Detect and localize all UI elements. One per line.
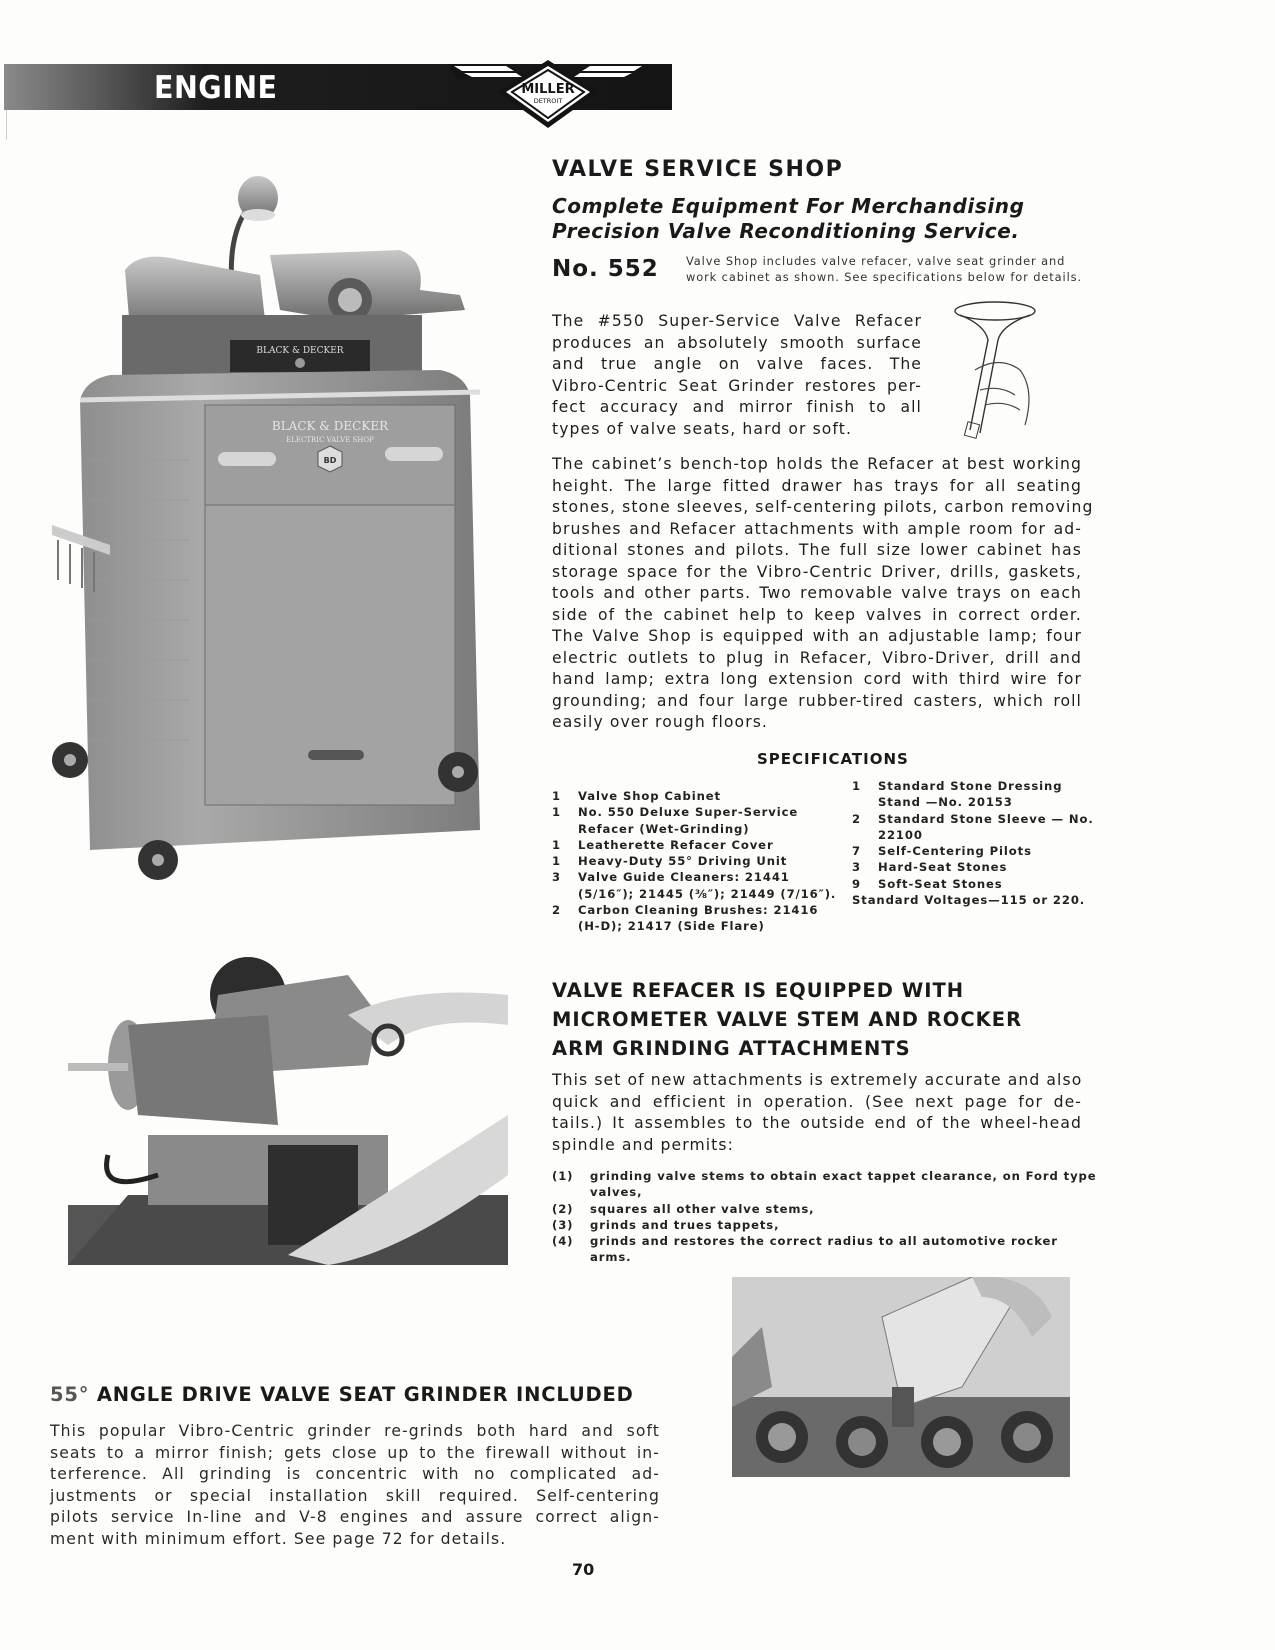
text-line: The #550 Super-Service Valve Refacer [552, 312, 922, 330]
text-line: easily over rough floors. [552, 713, 768, 731]
text-line: side of the cabinet help to keep valves in correct order. [552, 605, 1082, 624]
spec-qty: 2 [852, 811, 861, 826]
spec-item [852, 843, 1102, 859]
grinder-paragraph [50, 1421, 660, 1550]
spec-text: Valve Shop Cabinet [578, 789, 721, 803]
refacer-title [552, 976, 1022, 1063]
spec-text: Valve Guide Cleaners: 21441 (5/16″); 21445 (⅜″); 21449 (7/16″). [578, 870, 837, 901]
list-item [552, 1233, 1102, 1266]
title-line: MICROMETER VALVE STEM AND ROCKER [552, 1008, 1023, 1031]
list-number: (2) [552, 1201, 574, 1216]
list-text: grinds and restores the correct radius to all automotive rocker arms. [590, 1234, 1058, 1265]
spec-qty: 1 [552, 805, 561, 820]
text-line: This set of new attachments is extremely accurate and also [552, 1071, 1083, 1089]
text-line: grounding; and four large rubber-tired casters, which roll [552, 691, 1082, 710]
title-line: VALVE REFACER IS EQUIPPED WITH [552, 979, 965, 1002]
spec-qty: 3 [852, 860, 861, 875]
text-line: The Valve Shop is equipped with an adjustable lamp; four [552, 627, 1082, 645]
spec-item [552, 788, 842, 804]
spec-item [852, 778, 1102, 811]
valve-shop-cabinet-photo [40, 160, 510, 890]
spec-text: Hard-Seat Stones [878, 860, 1008, 875]
spec-qty: 1 [552, 789, 561, 803]
text-line: produces an absolutely smooth surface [552, 333, 922, 352]
spec-qty: 3 [552, 870, 561, 885]
list-item [552, 1217, 1102, 1233]
page-number: 70 [572, 1560, 595, 1579]
margin-rule [6, 110, 7, 140]
spec-text: Standard Stone Dressing Stand —No. 20153 [878, 779, 1063, 810]
text-line: hand lamp; extra long extension cord with third wire for [552, 670, 1082, 688]
subtitle-line: Precision Valve Reconditioning Service. [552, 219, 1020, 243]
text-line: fect accuracy and mirror finish to all [552, 398, 922, 416]
spec-item [552, 853, 842, 869]
standard-voltages: Standard Voltages—115 or 220. [852, 893, 1086, 908]
spec-qty: 2 [552, 903, 561, 918]
text-line: types of valve seats, hard or soft. [552, 419, 853, 438]
text-line: tails.) It assembles to the outside end of the wheel-head [552, 1114, 1082, 1132]
text-line: ment with minimum effort. See page 72 for details. [50, 1529, 507, 1548]
spec-item [852, 859, 1102, 875]
spec-qty: 9 [852, 876, 861, 891]
section-title: ENGINE [154, 70, 278, 106]
refacer-attachment-photo [68, 955, 508, 1265]
nameplate-text: BLACK & DECKER [256, 346, 344, 356]
list-text: grinding valve stems to obtain exact tappet clearance, on Ford type valves, [590, 1169, 1097, 1200]
cabinet-paragraph [552, 454, 1094, 734]
text-line: Vibro-Centric Seat Grinder restores per- [552, 376, 922, 395]
text-line: height. The large fitted drawer has trays for all seating [552, 476, 1082, 495]
model-number: No. 552 [552, 256, 659, 282]
text-line: spindle and permits: [552, 1135, 734, 1154]
refacer-capabilities-list [552, 1168, 1102, 1266]
text-line: pilots service In-line and V-8 engines and assure correct align- [50, 1508, 660, 1526]
list-text: squares all other valve stems, [590, 1201, 815, 1216]
text-line: and true angle on valve faces. The [552, 355, 922, 373]
text-line: tools and other parts. Two removable valve trays on each [552, 584, 1082, 602]
text-line: ditional stones and pilots. The full size lower cabinet has [552, 541, 1082, 559]
spec-text: Carbon Cleaning Brushes: 21416 (H-D); 21417 (Side Flare) [578, 903, 819, 934]
spec-text: No. 550 Deluxe Super-Service Refacer (Wet-Grinding) [578, 805, 799, 836]
title-line: ARM GRINDING ATTACHMENTS [552, 1037, 911, 1060]
spec-item [552, 902, 842, 935]
specifications-left [552, 788, 842, 935]
miller-logo [448, 56, 648, 136]
valve-shop-subtitle [552, 194, 1025, 244]
spec-qty: 1 [552, 837, 561, 852]
spec-item [552, 869, 842, 902]
logo-brand: MILLER [521, 82, 575, 97]
spec-text: Standard Stone Sleeve — No. 22100 [878, 811, 1094, 842]
valve-shop-title: VALVE SERVICE SHOP [552, 157, 844, 182]
refacer-paragraph [552, 1070, 1082, 1156]
spec-qty: 7 [852, 844, 861, 859]
spec-text: Self-Centering Pilots [878, 844, 1032, 859]
grinder-title [50, 1383, 634, 1406]
spec-item [852, 876, 1102, 892]
text-line: brushes and Refacer attachments with ample room for ad- [552, 519, 1082, 538]
intro-paragraph [552, 311, 922, 440]
list-number: (1) [552, 1169, 574, 1183]
text-line: storage space for the Vibro-Centric Driver, drills, gaskets, [552, 562, 1082, 581]
text-line: seats to a mirror finish; gets close up to the firewall without in- [50, 1443, 660, 1462]
grinder-title-text: ANGLE DRIVE VALVE SEAT GRINDER INCLUDED [96, 1383, 634, 1406]
list-text: grinds and trues tappets, [590, 1217, 780, 1232]
drawer-brand-text: BLACK & DECKER [271, 419, 389, 433]
drawer-sub-text: ELECTRIC VALVE SHOP [286, 436, 374, 444]
subtitle-line: Complete Equipment For Merchandising [552, 194, 1025, 218]
logo-city: DETROIT [533, 97, 563, 105]
spec-qty: 1 [852, 779, 861, 793]
seat-grinder-photo [732, 1277, 1070, 1477]
cabinet-badge: BD [323, 456, 337, 465]
specifications-right [852, 778, 1102, 908]
model-description: Valve Shop includes valve refacer, valve seat grinder and work cabinet as shown. See specifications below for details. [686, 254, 1082, 284]
text-line: quick and efficient in operation. (See next page for de- [552, 1092, 1082, 1111]
text-line: The cabinet’s bench-top holds the Refacer at best working [552, 455, 1082, 473]
list-item [552, 1201, 1102, 1217]
spec-item [552, 837, 842, 853]
text-line: electric outlets to plug in Refacer, Vibro-Driver, drill and [552, 648, 1082, 667]
text-line: justments or special installation skill required. Self-centering [50, 1486, 660, 1505]
spec-item [852, 811, 1102, 844]
grinder-title-degree: 55° [50, 1383, 90, 1406]
text-line: This popular Vibro-Centric grinder re-grinds both hard and soft [50, 1422, 660, 1440]
spec-text: Soft-Seat Stones [878, 876, 1003, 891]
text-line: stones, stone sleeves, self-centering pilots, carbon removing [552, 498, 1094, 516]
spec-qty: 1 [552, 854, 561, 869]
spec-text: Leatherette Refacer Cover [578, 837, 774, 852]
specifications-title: SPECIFICATIONS [757, 750, 909, 768]
spec-item [552, 804, 842, 837]
list-number: (4) [552, 1234, 574, 1249]
list-number: (3) [552, 1217, 574, 1232]
valve-hand-sketch [940, 295, 1050, 445]
list-item [552, 1168, 1102, 1201]
spec-text: Heavy-Duty 55° Driving Unit [578, 854, 788, 869]
text-line: terference. All grinding is concentric with no complicated ad- [50, 1465, 660, 1483]
